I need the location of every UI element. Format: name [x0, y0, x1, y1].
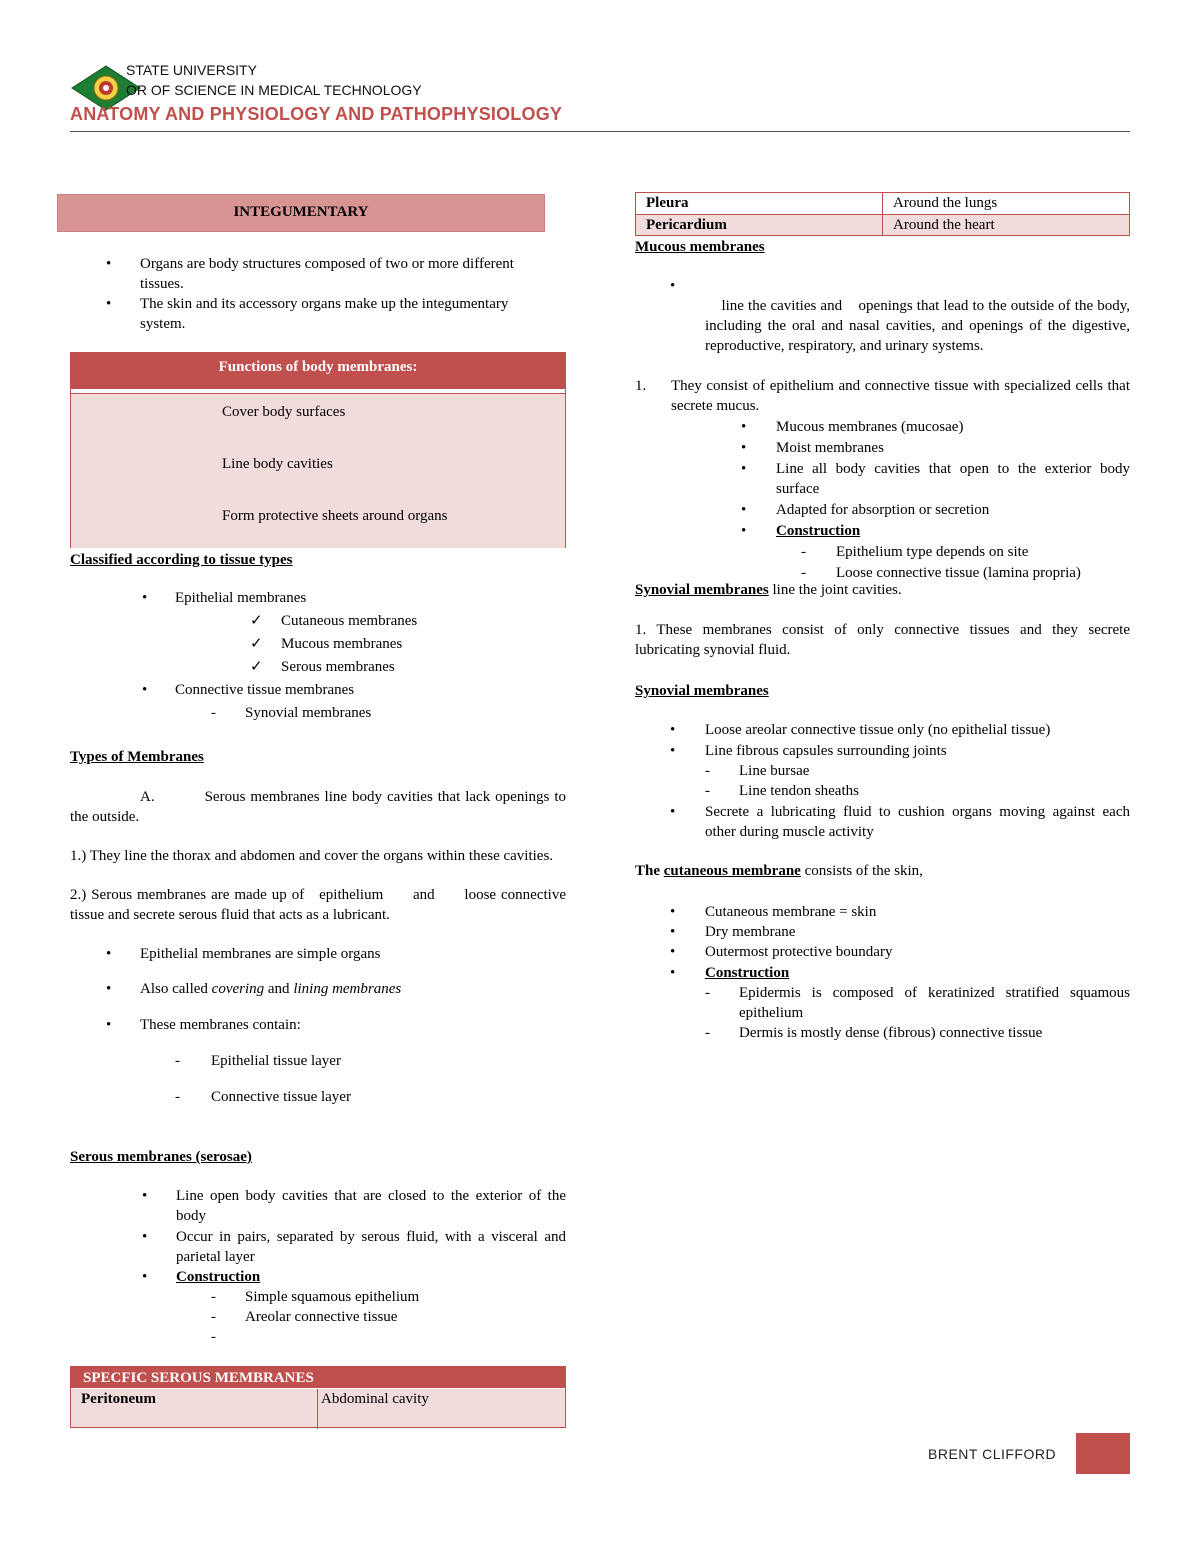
list-item: • The skin and its accessory organs make up the integumentary system. — [106, 296, 509, 332]
list-item: • Organs are body structures composed of two or more different tissues. — [106, 256, 514, 292]
list-item: • Construction — [670, 965, 790, 981]
list-item: • Also called covering and lining membranes — [106, 981, 402, 997]
list-item: • line the cavities and openings that lead to the outside of the body, including the oral and nasal cavities, and openings of the digestive, reproductive, respiratory, and urinary systems. — [670, 278, 1134, 354]
table-row: Peritoneum Abdominal cavity — [71, 1388, 565, 1428]
list-item: • Line open body cavities that are closed to the exterior of the body — [142, 1188, 566, 1224]
list-item: - Line bursae — [705, 763, 810, 779]
list-item: • Connective tissue membranes — [142, 682, 355, 698]
footer-accent-block — [1076, 1433, 1130, 1474]
list-item: - Epithelial tissue layer — [175, 1053, 341, 1069]
list-item: - Loose connective tissue (lamina propria) — [801, 565, 1081, 581]
table-row: Pericardium Around the heart — [636, 214, 1129, 235]
list-item: 1. They consist of epithelium and connective tissue with specialized cells that secrete mucus. — [635, 378, 1130, 414]
specific-serous-table — [70, 1366, 566, 1428]
table-title: SPECFIC SEROUS MEMBRANES — [71, 1367, 565, 1388]
list-item: • Moist membranes — [741, 440, 884, 456]
list-item: • Construction — [142, 1269, 261, 1285]
list-item: • Outermost protective boundary — [670, 944, 893, 960]
header-divider — [70, 131, 1130, 132]
list-item: • Loose areolar connective tissue only (no epithelial tissue) — [670, 722, 1051, 738]
list-item: - Connective tissue layer — [175, 1089, 351, 1105]
table-row: Pleura Around the lungs — [636, 193, 1129, 214]
list-item: • Construction — [741, 523, 861, 539]
section-heading: Serous membranes (serosae) — [70, 1149, 252, 1165]
types-section: Types of Membranes A. Serous membranes line body cavities that lack openings to the outside. 1.) They line the thorax and abdomen and cover the organs within these cavities. 2.) Serous membranes are made up of epithelium and loose connective tissue and secrete serous fluid that acts as a lubricant. • Epithelial membranes are simple organs • Also called covering and lining membranes • These membranes contain: - Epithelial tissue layer - Connective tissue layer — [70, 749, 570, 1105]
list-item: ✓ Serous membranes — [250, 659, 395, 675]
page-title: ANATOMY AND PHYSIOLOGY AND PATHOPHYSIOLOGY — [70, 104, 563, 124]
list-item: • Adapted for absorption or secretion — [741, 502, 990, 518]
author-name: BRENT CLIFFORD — [928, 1446, 1057, 1462]
list-item: • Occur in pairs, separated by serous fluid, with a visceral and parietal layer — [142, 1229, 566, 1265]
serous-continued-table — [635, 192, 1130, 236]
synovial-section — [635, 681, 1130, 842]
list-item: - Simple squamous epithelium — [211, 1289, 420, 1305]
section-heading: Classified according to tissue types — [70, 552, 293, 568]
synovial-intro: Synovial membranes line the joint cavities. 1. These membranes consist of only connective tissues and they secrete lubricating synovial fluid. — [635, 582, 1130, 658]
list-item: - Synovial membranes — [211, 705, 372, 721]
list-item: • Line all body cavities that open to the exterior body surface — [741, 461, 1130, 497]
list-item: • Mucous membranes (mucosae) — [741, 419, 964, 435]
list-item: - Line tendon sheaths — [705, 783, 859, 799]
list-item: • Cutaneous membrane = skin — [670, 904, 877, 920]
section-heading: Types of Membranes — [70, 749, 204, 765]
list-item: • Secrete a lubricating fluid to cushion organs moving against each other during muscle activity — [670, 804, 1130, 840]
functions-table — [70, 352, 566, 548]
intro-list — [70, 254, 566, 334]
list-item: • Line fibrous capsules surrounding joints — [670, 743, 947, 759]
function-item: Form protective sheets around organs — [222, 508, 448, 524]
list-item: • These membranes contain: — [106, 1017, 301, 1033]
list-item: • Epithelial membranes — [142, 590, 307, 606]
list-item: ✓ Mucous membranes — [250, 636, 403, 652]
list-item: - Epidermis is composed of keratinized stratified squamous epithelium — [705, 985, 1130, 1021]
list-item: - Dermis is mostly dense (fibrous) connective tissue — [705, 1025, 1043, 1041]
function-item: Line body cavities — [222, 456, 333, 472]
header-program: OR OF SCIENCE IN MEDICAL TECHNOLOGY — [126, 82, 422, 98]
checkmark-icon: ✓ — [250, 636, 263, 652]
classified-section — [70, 550, 566, 723]
list-item: ✓ Cutaneous membranes — [250, 613, 418, 629]
functions-title: Functions of body membranes: — [71, 353, 565, 391]
mucous-section — [635, 237, 1134, 583]
checkmark-icon: ✓ — [250, 613, 263, 629]
function-item: Cover body surfaces — [222, 404, 346, 420]
serous-section: Serous membranes (serosae) • Line open body cavities that are closed to the exterior of the body • Occur in pairs, separated by serous fluid, with a visceral and parietal layer • Construction - Simple squamous epithelium - Areolar connective tissue - — [70, 1149, 566, 1345]
list-item: - Epithelium type depends on site — [801, 544, 1029, 560]
header-institution: STATE UNIVERSITY — [126, 62, 257, 78]
list-item: • Epithelial membranes are simple organs — [106, 946, 381, 962]
list-item: - Areolar connective tissue — [211, 1309, 398, 1325]
checkmark-icon: ✓ — [250, 659, 263, 675]
list-item: • Dry membrane — [670, 924, 796, 940]
section-heading: Mucous membranes — [635, 239, 765, 255]
integumentary-banner: INTEGUMENTARY — [57, 194, 545, 232]
cutaneous-section: The cutaneous membrane consists of the skin, • Cutaneous membrane = skin • Dry membrane • Outermost protective boundary • Construction - Epidermis is composed of keratinized stratified squamous epithelium - Dermis is mostly dense (fibrous) connective tissue — [635, 863, 1130, 1041]
section-heading: Synovial membranes — [635, 683, 769, 699]
